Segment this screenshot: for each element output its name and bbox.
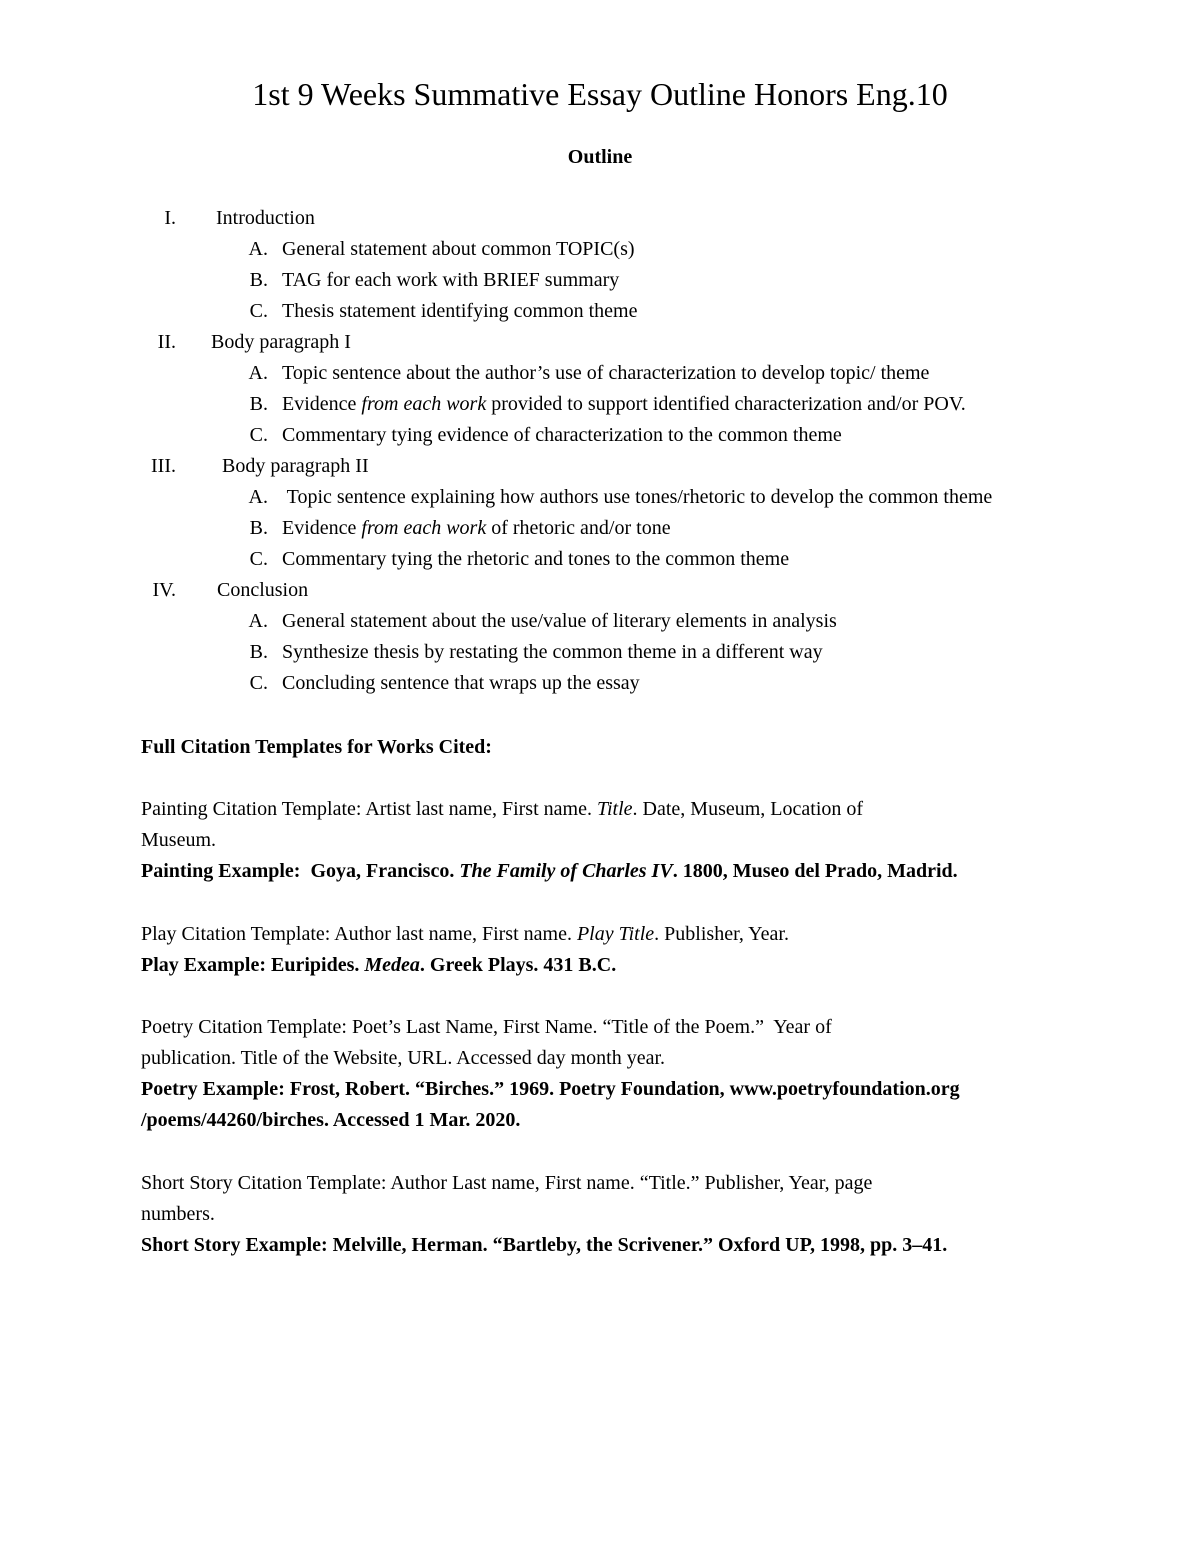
item-letter: A. — [248, 238, 268, 260]
play-template-pre: Play Citation Template: Author last name, First name. — [141, 923, 577, 945]
short-story-template-line1: Short Story Citation Template: Author Last name, First name. “Title.” Publisher, Year, page — [141, 1172, 873, 1194]
section-numeral: IV. — [152, 579, 176, 601]
outline-item — [0, 483, 1200, 514]
essay-outline — [0, 204, 1200, 700]
poetry-example-line2: /poems/44260/birches. Accessed 1 Mar. 2020. — [141, 1109, 521, 1131]
outline-item — [0, 545, 1200, 576]
item-text — [282, 514, 671, 542]
item-letter: B. — [249, 641, 268, 663]
short-story-citation — [141, 1168, 1181, 1261]
outline-section-body-paragraph-2 — [0, 452, 1200, 483]
play-example-pre: Play Example: Euripides. — [141, 954, 365, 976]
play-example-italic: Medea — [364, 954, 420, 976]
item-letter: C. — [249, 548, 268, 570]
painting-template — [141, 794, 1181, 825]
section-label: Body paragraph II — [222, 455, 369, 477]
poetry-template-line2: publication. Title of the Website, URL. Accessed day month year. — [141, 1047, 666, 1069]
outline-item — [0, 359, 1200, 390]
painting-template-pre: Painting Citation Template: Artist last name, First name. — [141, 798, 597, 820]
play-example — [141, 950, 1181, 981]
play-template — [141, 919, 1181, 950]
short-story-template-line2: numbers. — [141, 1203, 215, 1225]
item-letter: C. — [249, 672, 268, 694]
poetry-example-line1: Poetry Example: Frost, Robert. “Birches.” 1969. Poetry Foundation, www.poetryfoundation.org — [141, 1078, 960, 1100]
poetry-citation — [141, 1012, 1181, 1136]
outline-item — [0, 235, 1200, 266]
outline-item — [0, 266, 1200, 297]
document-subtitle: Outline — [567, 146, 633, 168]
item-letter: B. — [249, 393, 268, 415]
item-text: Concluding sentence that wraps up the essay — [282, 672, 640, 694]
painting-template-italic: Title — [596, 798, 633, 820]
poetry-template-line1: Poetry Citation Template: Poet’s Last Name, First Name. “Title of the Poem.” Year of — [141, 1016, 832, 1038]
item-text: Commentary tying evidence of characterization to the common theme — [282, 424, 842, 446]
item-letter: A. — [248, 610, 268, 632]
play-template-post: . Publisher, Year. — [654, 923, 789, 945]
section-numeral: II. — [157, 331, 176, 353]
outline-item — [0, 638, 1200, 669]
item-letter: B. — [249, 269, 268, 291]
item-text-post: provided to support identified characterization and/or POV. — [486, 393, 966, 415]
outline-item — [0, 421, 1200, 452]
outline-item — [0, 514, 1200, 545]
painting-example-post: . 1800, Museo del Prado, Madrid. — [672, 860, 958, 882]
item-text-pre: Evidence — [282, 393, 362, 415]
item-text-italic: from each work — [361, 517, 487, 539]
painting-example-italic: The Family of Charles IV — [459, 860, 673, 882]
section-label: Introduction — [216, 207, 315, 229]
outline-item — [0, 669, 1200, 700]
document-title: 1st 9 Weeks Summative Essay Outline Honors Eng.10 — [252, 76, 948, 112]
painting-example — [141, 856, 1181, 887]
painting-template-line2: Museum. — [141, 829, 216, 851]
play-citation — [141, 919, 1181, 981]
section-label: Conclusion — [217, 579, 309, 601]
item-letter: B. — [249, 517, 268, 539]
item-letter: A. — [248, 486, 268, 508]
painting-template-post: . Date, Museum, Location of — [632, 798, 864, 820]
item-text — [282, 390, 966, 418]
item-letter: C. — [249, 424, 268, 446]
outline-section-introduction — [0, 204, 1200, 235]
item-text-post: of rhetoric and/or tone — [486, 517, 671, 539]
section-numeral: III. — [151, 455, 176, 477]
painting-example-pre: Painting Example: Goya, Francisco. — [141, 860, 460, 882]
item-letter: C. — [249, 300, 268, 322]
outline-item — [0, 607, 1200, 638]
citation-heading-text: Full Citation Templates for Works Cited: — [141, 736, 492, 758]
item-text: Synthesize thesis by restating the common theme in a different way — [282, 641, 823, 663]
short-story-example: Short Story Example: Melville, Herman. “Bartleby, the Scrivener.” Oxford UP, 1998, pp. 3–41. — [141, 1234, 948, 1256]
play-example-post: . Greek Plays. 431 B.C. — [419, 954, 617, 976]
outline-item — [0, 390, 1200, 421]
item-text: General statement about common TOPIC(s) — [282, 238, 635, 260]
item-text: Topic sentence about the author’s use of characterization to develop topic/ theme — [282, 362, 930, 384]
item-text: Commentary tying the rhetoric and tones to the common theme — [282, 548, 790, 570]
citation-heading — [141, 732, 1181, 763]
play-template-italic: Play Title — [576, 923, 655, 945]
outline-section-body-paragraph-1 — [0, 328, 1200, 359]
section-numeral: I. — [164, 207, 176, 229]
item-letter: A. — [248, 362, 268, 384]
item-text: Topic sentence explaining how authors use tones/rhetoric to develop the common theme — [282, 486, 993, 508]
item-text: Thesis statement identifying common theme — [282, 300, 638, 322]
outline-section-conclusion — [0, 576, 1200, 607]
item-text-italic: from each work — [361, 393, 487, 415]
section-label: Body paragraph I — [211, 331, 351, 353]
item-text-pre: Evidence — [282, 517, 362, 539]
item-text: TAG for each work with BRIEF summary — [282, 269, 620, 291]
outline-item — [0, 297, 1200, 328]
painting-citation — [141, 794, 1181, 887]
item-text: General statement about the use/value of literary elements in analysis — [282, 610, 837, 632]
